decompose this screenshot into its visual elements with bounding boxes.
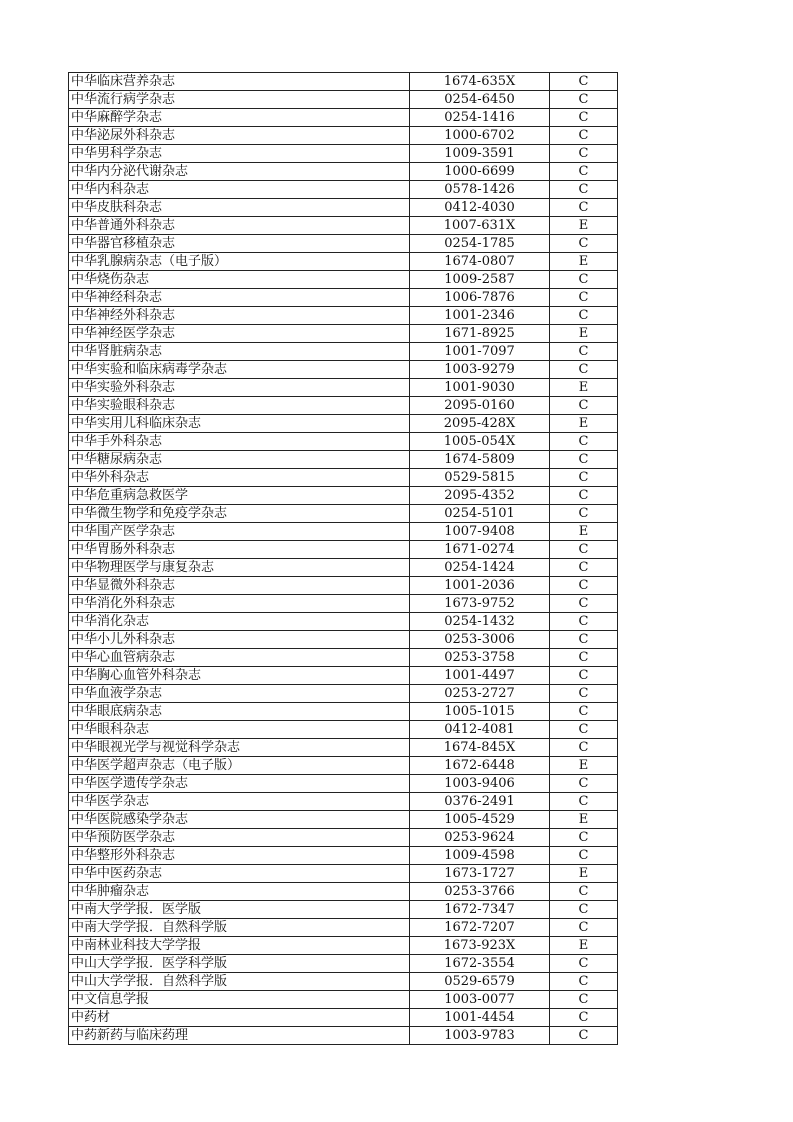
journal-table-body: [69, 73, 618, 1045]
table-row: [69, 487, 618, 505]
table-row: [69, 595, 618, 613]
issn-cell: 0254-1785: [410, 235, 550, 253]
journal-name-cell: 中华神经医学杂志: [69, 325, 410, 343]
issn-cell: 0254-6450: [410, 91, 550, 109]
table-row: [69, 433, 618, 451]
issn-cell: 2095-428X: [410, 415, 550, 433]
table-row: [69, 883, 618, 901]
issn-cell: 1003-9406: [410, 775, 550, 793]
issn-cell: 0376-2491: [410, 793, 550, 811]
grade-cell: C: [550, 685, 618, 703]
journal-name-cell: 中华烧伤杂志: [69, 271, 410, 289]
grade-cell: C: [550, 235, 618, 253]
journal-name-cell: 中华整形外科杂志: [69, 847, 410, 865]
journal-name-cell: 中华内科杂志: [69, 181, 410, 199]
journal-name-cell: 中文信息学报: [69, 991, 410, 1009]
issn-cell: 0253-2727: [410, 685, 550, 703]
table-row: [69, 523, 618, 541]
table-row: [69, 649, 618, 667]
table-row: [69, 739, 618, 757]
table-row: [69, 289, 618, 307]
journal-name-cell: 中华眼底病杂志: [69, 703, 410, 721]
table-row: [69, 163, 618, 181]
table-row: [69, 145, 618, 163]
issn-cell: 1003-0077: [410, 991, 550, 1009]
journal-name-cell: 中华眼科杂志: [69, 721, 410, 739]
journal-name-cell: 中华实验外科杂志: [69, 379, 410, 397]
journal-name-cell: 中华外科杂志: [69, 469, 410, 487]
issn-cell: 1001-4497: [410, 667, 550, 685]
grade-cell: C: [550, 919, 618, 937]
grade-cell: E: [550, 415, 618, 433]
journal-name-cell: 中华胸心血管外科杂志: [69, 667, 410, 685]
table-row: [69, 91, 618, 109]
issn-cell: 0253-9624: [410, 829, 550, 847]
journal-name-cell: 中华消化杂志: [69, 613, 410, 631]
table-row: [69, 271, 618, 289]
journal-name-cell: 中南林业科技大学学报: [69, 937, 410, 955]
issn-cell: 1671-0274: [410, 541, 550, 559]
issn-cell: 1005-054X: [410, 433, 550, 451]
grade-cell: C: [550, 505, 618, 523]
issn-cell: 1000-6702: [410, 127, 550, 145]
grade-cell: C: [550, 91, 618, 109]
journal-name-cell: 中华皮肤科杂志: [69, 199, 410, 217]
journal-name-cell: 中华物理医学与康复杂志: [69, 559, 410, 577]
grade-cell: C: [550, 127, 618, 145]
table-row: [69, 577, 618, 595]
grade-cell: C: [550, 451, 618, 469]
grade-cell: C: [550, 109, 618, 127]
journal-name-cell: 中华实验眼科杂志: [69, 397, 410, 415]
table-row: [69, 631, 618, 649]
issn-cell: 0253-3006: [410, 631, 550, 649]
issn-cell: 1672-3554: [410, 955, 550, 973]
table-row: [69, 613, 618, 631]
journal-name-cell: 中药新药与临床药理: [69, 1027, 410, 1045]
table-row: [69, 541, 618, 559]
issn-cell: 1672-7207: [410, 919, 550, 937]
issn-cell: 1672-7347: [410, 901, 550, 919]
issn-cell: 1673-1727: [410, 865, 550, 883]
table-row: [69, 991, 618, 1009]
table-row: [69, 397, 618, 415]
journal-name-cell: 中南大学学报．自然科学版: [69, 919, 410, 937]
grade-cell: C: [550, 991, 618, 1009]
issn-cell: 0254-1424: [410, 559, 550, 577]
journal-name-cell: 中华手外科杂志: [69, 433, 410, 451]
grade-cell: E: [550, 937, 618, 955]
table-row: [69, 379, 618, 397]
issn-cell: 2095-4352: [410, 487, 550, 505]
grade-cell: C: [550, 73, 618, 91]
table-row: [69, 181, 618, 199]
table-row: [69, 235, 618, 253]
grade-cell: C: [550, 595, 618, 613]
issn-cell: 1672-6448: [410, 757, 550, 775]
grade-cell: E: [550, 217, 618, 235]
issn-cell: 0254-1416: [410, 109, 550, 127]
table-row: [69, 199, 618, 217]
table-row: [69, 1027, 618, 1045]
journal-name-cell: 中华心血管病杂志: [69, 649, 410, 667]
journal-name-cell: 中华医学杂志: [69, 793, 410, 811]
grade-cell: E: [550, 811, 618, 829]
journal-name-cell: 中华男科学杂志: [69, 145, 410, 163]
grade-cell: C: [550, 289, 618, 307]
issn-cell: 0529-6579: [410, 973, 550, 991]
table-row: [69, 127, 618, 145]
grade-cell: C: [550, 649, 618, 667]
table-row: [69, 793, 618, 811]
journal-name-cell: 中华中医药杂志: [69, 865, 410, 883]
journal-name-cell: 中华临床营养杂志: [69, 73, 410, 91]
table-row: [69, 721, 618, 739]
journal-name-cell: 中华小儿外科杂志: [69, 631, 410, 649]
table-row: [69, 325, 618, 343]
journal-name-cell: 中华血液学杂志: [69, 685, 410, 703]
journal-name-cell: 中华胃肠外科杂志: [69, 541, 410, 559]
table-row: [69, 757, 618, 775]
table-row: [69, 559, 618, 577]
journal-name-cell: 中华内分泌代谢杂志: [69, 163, 410, 181]
table-row: [69, 109, 618, 127]
issn-cell: 1003-9279: [410, 361, 550, 379]
grade-cell: C: [550, 163, 618, 181]
grade-cell: C: [550, 775, 618, 793]
grade-cell: C: [550, 307, 618, 325]
table-row: [69, 505, 618, 523]
issn-cell: 0412-4081: [410, 721, 550, 739]
issn-cell: 1674-5809: [410, 451, 550, 469]
issn-cell: 0253-3766: [410, 883, 550, 901]
issn-cell: 1674-845X: [410, 739, 550, 757]
grade-cell: C: [550, 631, 618, 649]
table-row: [69, 343, 618, 361]
journal-name-cell: 中华预防医学杂志: [69, 829, 410, 847]
journal-name-cell: 中华消化外科杂志: [69, 595, 410, 613]
table-row: [69, 811, 618, 829]
grade-cell: E: [550, 379, 618, 397]
journal-sheet: [68, 72, 618, 1045]
grade-cell: C: [550, 703, 618, 721]
journal-name-cell: 中华器官移植杂志: [69, 235, 410, 253]
grade-cell: C: [550, 901, 618, 919]
grade-cell: C: [550, 667, 618, 685]
issn-cell: 1674-635X: [410, 73, 550, 91]
journal-name-cell: 中华微生物学和免疫学杂志: [69, 505, 410, 523]
table-row: [69, 253, 618, 271]
grade-cell: C: [550, 847, 618, 865]
grade-cell: C: [550, 199, 618, 217]
grade-cell: C: [550, 487, 618, 505]
grade-cell: C: [550, 361, 618, 379]
issn-cell: 1674-0807: [410, 253, 550, 271]
issn-cell: 0578-1426: [410, 181, 550, 199]
journal-name-cell: 中华实用儿科临床杂志: [69, 415, 410, 433]
issn-cell: 1001-2346: [410, 307, 550, 325]
journal-name-cell: 中华危重病急救医学: [69, 487, 410, 505]
issn-cell: 1001-2036: [410, 577, 550, 595]
journal-name-cell: 中华肿瘤杂志: [69, 883, 410, 901]
journal-name-cell: 中南大学学报．医学版: [69, 901, 410, 919]
journal-name-cell: 中华麻醉学杂志: [69, 109, 410, 127]
table-row: [69, 685, 618, 703]
journal-name-cell: 中华显微外科杂志: [69, 577, 410, 595]
issn-cell: 1001-4454: [410, 1009, 550, 1027]
table-row: [69, 901, 618, 919]
table-row: [69, 703, 618, 721]
issn-cell: 2095-0160: [410, 397, 550, 415]
table-row: [69, 361, 618, 379]
grade-cell: C: [550, 181, 618, 199]
table-row: [69, 451, 618, 469]
grade-cell: C: [550, 721, 618, 739]
grade-cell: E: [550, 325, 618, 343]
grade-cell: C: [550, 469, 618, 487]
issn-cell: 0254-5101: [410, 505, 550, 523]
table-row: [69, 1009, 618, 1027]
issn-cell: 1000-6699: [410, 163, 550, 181]
journal-name-cell: 中华围产医学杂志: [69, 523, 410, 541]
journal-name-cell: 中山大学学报．自然科学版: [69, 973, 410, 991]
table-row: [69, 469, 618, 487]
issn-cell: 1673-923X: [410, 937, 550, 955]
journal-name-cell: 中华医学超声杂志（电子版）: [69, 757, 410, 775]
issn-cell: 1006-7876: [410, 289, 550, 307]
grade-cell: C: [550, 793, 618, 811]
grade-cell: C: [550, 433, 618, 451]
journal-name-cell: 中华眼视光学与视觉科学杂志: [69, 739, 410, 757]
journal-table: [68, 72, 618, 1045]
grade-cell: E: [550, 757, 618, 775]
journal-name-cell: 中华实验和临床病毒学杂志: [69, 361, 410, 379]
journal-name-cell: 中华医院感染学杂志: [69, 811, 410, 829]
journal-name-cell: 中华泌尿外科杂志: [69, 127, 410, 145]
table-row: [69, 973, 618, 991]
issn-cell: 0529-5815: [410, 469, 550, 487]
grade-cell: E: [550, 253, 618, 271]
issn-cell: 1005-1015: [410, 703, 550, 721]
issn-cell: 1671-8925: [410, 325, 550, 343]
table-row: [69, 847, 618, 865]
table-row: [69, 415, 618, 433]
grade-cell: C: [550, 145, 618, 163]
journal-name-cell: 中山大学学报．医学科学版: [69, 955, 410, 973]
grade-cell: C: [550, 829, 618, 847]
issn-cell: 1001-9030: [410, 379, 550, 397]
grade-cell: C: [550, 1009, 618, 1027]
table-row: [69, 217, 618, 235]
journal-name-cell: 中药材: [69, 1009, 410, 1027]
grade-cell: C: [550, 577, 618, 595]
journal-name-cell: 中华流行病学杂志: [69, 91, 410, 109]
issn-cell: 0412-4030: [410, 199, 550, 217]
issn-cell: 1009-2587: [410, 271, 550, 289]
table-row: [69, 73, 618, 91]
journal-name-cell: 中华神经外科杂志: [69, 307, 410, 325]
grade-cell: C: [550, 973, 618, 991]
issn-cell: 1001-7097: [410, 343, 550, 361]
issn-cell: 1009-4598: [410, 847, 550, 865]
grade-cell: C: [550, 559, 618, 577]
issn-cell: 1673-9752: [410, 595, 550, 613]
grade-cell: C: [550, 397, 618, 415]
grade-cell: C: [550, 271, 618, 289]
grade-cell: C: [550, 739, 618, 757]
issn-cell: 0253-3758: [410, 649, 550, 667]
journal-name-cell: 中华神经科杂志: [69, 289, 410, 307]
issn-cell: 1005-4529: [410, 811, 550, 829]
journal-name-cell: 中华肾脏病杂志: [69, 343, 410, 361]
issn-cell: 1007-9408: [410, 523, 550, 541]
grade-cell: E: [550, 865, 618, 883]
grade-cell: C: [550, 613, 618, 631]
grade-cell: C: [550, 541, 618, 559]
issn-cell: 1007-631X: [410, 217, 550, 235]
table-row: [69, 937, 618, 955]
journal-name-cell: 中华糖尿病杂志: [69, 451, 410, 469]
table-row: [69, 307, 618, 325]
journal-name-cell: 中华医学遗传学杂志: [69, 775, 410, 793]
grade-cell: C: [550, 343, 618, 361]
grade-cell: C: [550, 1027, 618, 1045]
table-row: [69, 865, 618, 883]
grade-cell: E: [550, 523, 618, 541]
journal-name-cell: 中华乳腺病杂志（电子版）: [69, 253, 410, 271]
issn-cell: 1003-9783: [410, 1027, 550, 1045]
grade-cell: C: [550, 955, 618, 973]
grade-cell: C: [550, 883, 618, 901]
issn-cell: 0254-1432: [410, 613, 550, 631]
table-row: [69, 667, 618, 685]
issn-cell: 1009-3591: [410, 145, 550, 163]
table-row: [69, 919, 618, 937]
table-row: [69, 829, 618, 847]
table-row: [69, 955, 618, 973]
journal-name-cell: 中华普通外科杂志: [69, 217, 410, 235]
table-row: [69, 775, 618, 793]
